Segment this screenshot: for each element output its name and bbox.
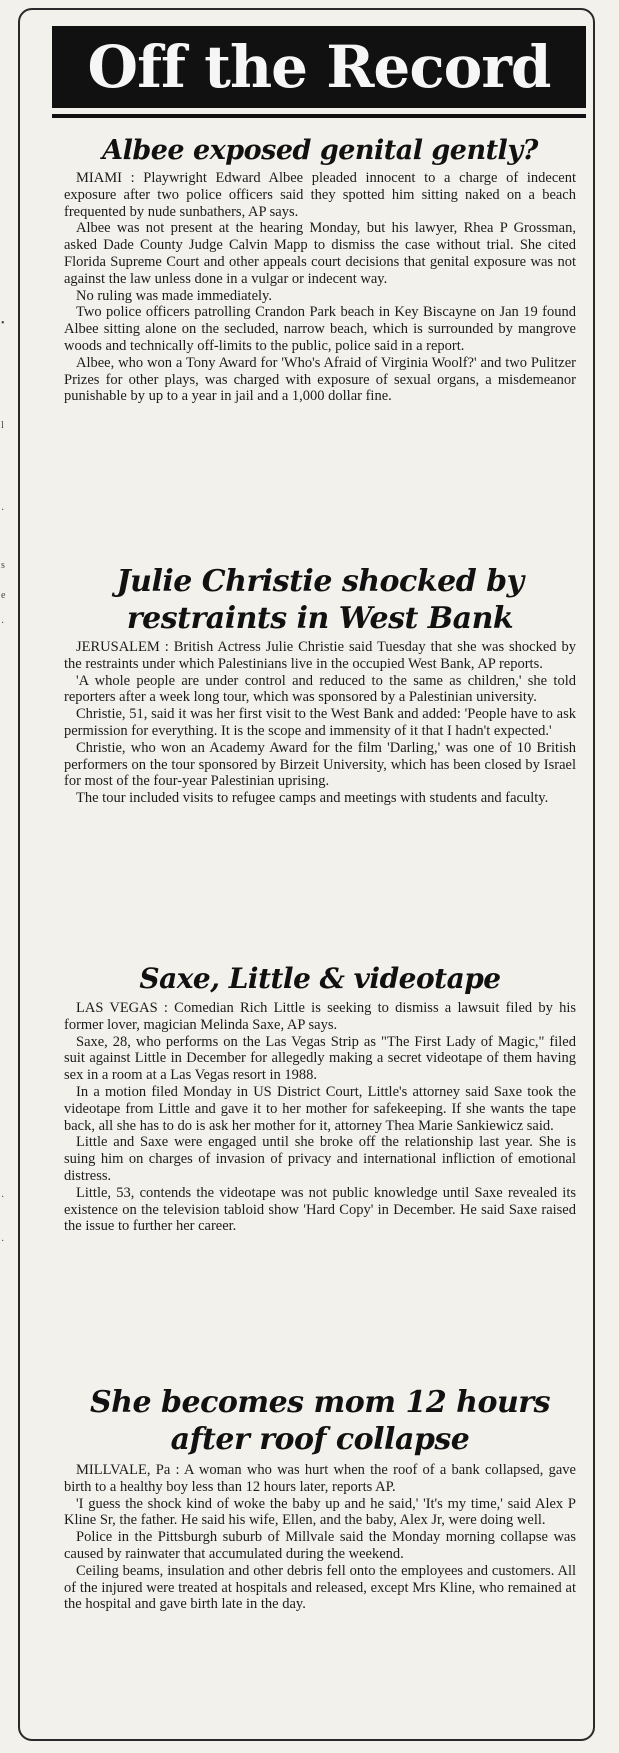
article-paragraph: Two police officers patrolling Crandon Park beach in Key Biscayne on Jan 19 found Albee sitting alone on the secluded, narrow beach, which is surrounded by mangrove woods and technically off-limits to the public, police said in a report. [64, 304, 576, 354]
article-paragraph: Police in the Pittsburgh suburb of Millvale said the Monday morning collapse was caused by rainwater that accumulated during the weekend. [64, 1529, 576, 1562]
article-roof-collapse [64, 1384, 576, 1613]
section-title: Off the Record [87, 33, 551, 101]
page-edge-marks: • l · s e · · · [1, 318, 6, 1247]
article-paragraph: Albee, who won a Tony Award for 'Who's Afraid of Virginia Woolf?' and two Pulitzer Prizes for other plays, was charged with exposure of sexual organs, a misdemeanor punishable by up to a year in jail and a 1,000 dollar fine. [64, 354, 576, 405]
article-paragraph: Saxe, 28, who performs on the Las Vegas Strip as "The First Lady of Magic," filed suit against Little in December for allegedly making a secret videotape of them having sex in a room at a Las Vegas resort in 1988. [64, 1033, 576, 1084]
article-headline: Saxe, Little & videotape [139, 962, 501, 995]
article-paragraph: Little, 53, contends the videotape was not public knowledge until Saxe revealed its existence on the television tabloid show 'Hard Copy' in December. He said Saxe raised the issue to further her career. [64, 1184, 576, 1235]
article-paragraph: The tour included visits to refugee camps and meetings with students and faculty. [76, 790, 549, 807]
section-banner [52, 26, 586, 108]
article-body [64, 1000, 576, 1235]
article-headline: Albee exposed genital gently? [102, 135, 538, 166]
article-body [64, 639, 576, 807]
article-paragraph: MIAMI : Playwright Edward Albee pleaded innocent to a charge of indecent exposure after two police officers said they spotted him sitting naked on a beach frequented by nude sunbathers, AP says. [64, 170, 576, 220]
article-paragraph: 'I guess the shock kind of woke the baby up and he said,' 'It's my time,' said Alex P Kline Sr, the father. He said his wife, Ellen, and the baby, Alex Jr, were doing well. [64, 1495, 576, 1529]
article-paragraph: No ruling was made immediately. [76, 287, 272, 304]
article-paragraph: Albee was not present at the hearing Monday, but his lawyer, Rhea P Grossman, asked Dade County Judge Calvin Mapp to dismiss the case without trial. She cited Florida Supreme Court and other appeals court decisions that genital exposure was not against the law unless done in a vulgar or indecent way. [64, 220, 576, 287]
article-paragraph: Christie, who won an Academy Award for the film 'Darling,' was one of 10 British performers on the tour sponsored by Birzeit University, which has been closed by Israel for most of the four-year Palestinian uprising. [64, 739, 576, 790]
article-paragraph: MILLVALE, Pa : A woman who was hurt when the roof of a bank collapsed, gave birth to a healthy boy less than 12 hours later, reports AP. [64, 1462, 576, 1495]
article-paragraph: 'A whole people are under control and reduced to the same as children,' she told reporters after a week long tour, which was sponsored by a Palestinian university. [64, 672, 576, 706]
banner-rule [52, 114, 586, 118]
article-headline: after roof collapse [170, 1422, 470, 1457]
article-paragraph: Little and Saxe were engaged until she broke off the relationship last year. She is suing him on charges of invasion of privacy and international infliction of emotional distress. [64, 1134, 576, 1184]
article-albee [64, 136, 576, 405]
article-body [64, 1462, 576, 1613]
article-body [64, 170, 576, 405]
article-christie [64, 563, 576, 807]
article-paragraph: LAS VEGAS : Comedian Rich Little is seeking to dismiss a lawsuit filed by his former lover, magician Melinda Saxe, AP says. [64, 1000, 576, 1033]
article-headline: She becomes mom 12 hours [90, 1385, 550, 1420]
article-headline: restraints in West Bank [126, 601, 514, 636]
article-saxe-little [64, 962, 576, 1235]
article-headline: Julie Christie shocked by [116, 564, 524, 599]
article-paragraph: Christie, 51, said it was her first visit to the West Bank and added: 'People have to ask permission for everything. It is the scope and immensity of it that I hadn't expected.' [64, 706, 576, 739]
article-paragraph: In a motion filed Monday in US District Court, Little's attorney said Saxe took the videotape from Little and gave it to her mother for safekeeping. If she wants the tape back, all she has to do is ask her mother for it, attorney Thea Marie Sankiewicz said. [64, 1083, 576, 1134]
article-paragraph: Ceiling beams, insulation and other debris fell onto the employees and customers. All of the injured were treated at hospitals and released, except Mrs Kline, who remained at the hospital and gave birth late in the day. [64, 1562, 576, 1613]
article-paragraph: JERUSALEM : British Actress Julie Christie said Tuesday that she was shocked by the restraints under which Palestinians live in the occupied West Bank, AP reports. [64, 639, 576, 672]
